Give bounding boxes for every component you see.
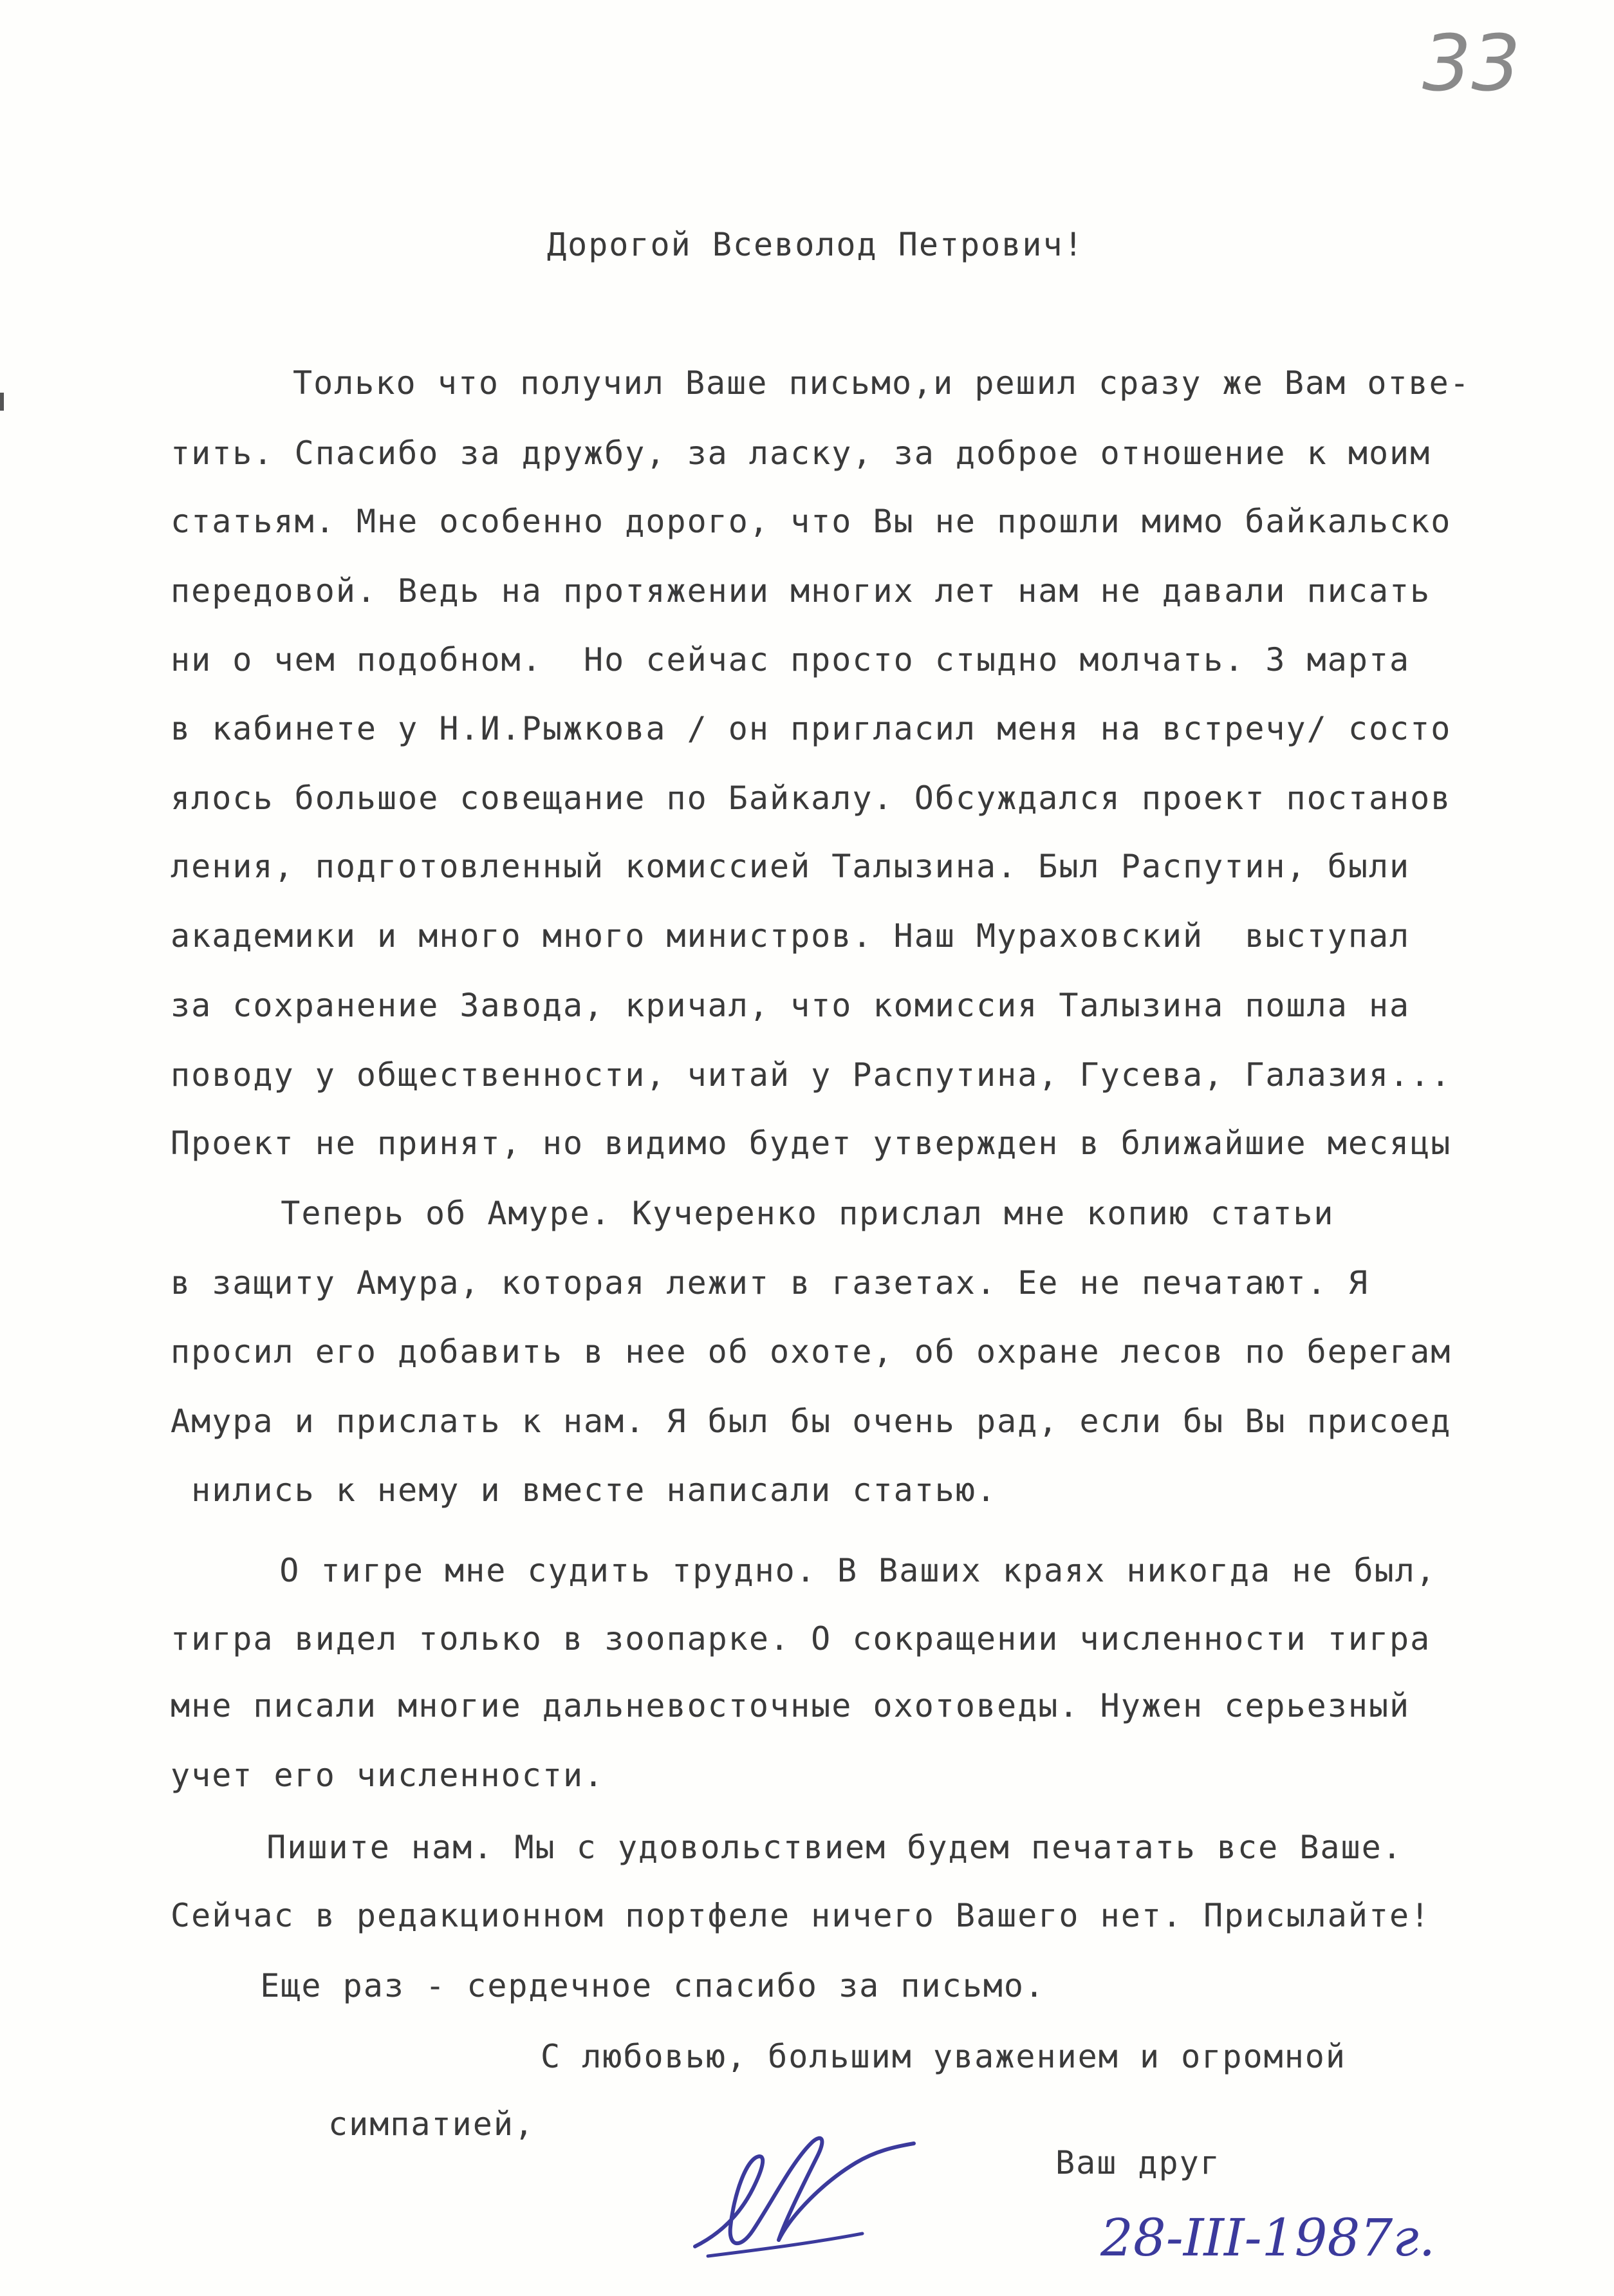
- letter-line: в защиту Амура, которая лежит в газетах. Ее не печатают. Я: [171, 1264, 1369, 1302]
- closing-line: С любовью, большим уважением и огромной: [541, 2038, 1346, 2075]
- letter-line: О тигре мне судить трудно. В Ваших краях никогда не был,: [238, 1552, 1436, 1589]
- letter-line: передовой. Ведь на протяжении многих лет нам не давали писать: [171, 572, 1431, 610]
- letter-line: Сейчас в редакционном портфеле ничего Вашего нет. Присылайте!: [171, 1897, 1431, 1934]
- letter-line: мне писали многие дальневосточные охотоведы. Нужен серьезный: [171, 1687, 1411, 1724]
- letter-line: поводу у общественности, читай у Распутина, Гусева, Галазия...: [171, 1056, 1452, 1094]
- closing-line: Ваш друг: [1055, 2144, 1221, 2181]
- handwritten-date: 28-III-1987г.: [1100, 2208, 1436, 2268]
- letter-line: Пишите нам. Мы с удовольствием будем печатать все Ваше.: [225, 1829, 1403, 1866]
- letter-line: ления, подготовленный комиссией Талызина. Был Распутин, были: [171, 848, 1411, 885]
- letter-line: в кабинете у Н.И.Рыжкова / он пригласил меня на встречу/ состо: [171, 710, 1452, 747]
- letter-line: Еще раз - сердечное спасибо за письмо.: [219, 1967, 1046, 2004]
- letter-line: за сохранение Завода, кричал, что комиссия Талызина пошла на: [171, 987, 1411, 1024]
- letter-line: Амура и прислать к нам. Я был бы очень рад, если бы Вы присоед: [171, 1403, 1452, 1440]
- letter-line: тигра видел только в зоопарке. О сокращении численности тигра: [171, 1620, 1431, 1657]
- letter-line: просил его добавить в нее об охоте, об охране лесов по берегам: [171, 1333, 1452, 1370]
- margin-mark: [0, 393, 4, 411]
- letter-line: академики и много много министров. Наш Мураховский выступал: [171, 917, 1411, 955]
- letter-line: ни о чем подобном. Но сейчас просто стыдно молчать. 3 марта: [171, 641, 1411, 678]
- closing-line: симпатией,: [328, 2105, 535, 2143]
- letter-line: тить. Спасибо за дружбу, за ласку, за доброе отношение к моим: [171, 434, 1431, 472]
- letter-line: ялось большое совещание по Байкалу. Обсуждался проект постанов: [171, 779, 1452, 817]
- signature: [682, 2118, 927, 2272]
- letter-line: статьям. Мне особенно дорого, что Вы не прошли мимо байкальско: [171, 503, 1452, 540]
- salutation: Дорогой Всеволод Петрович!: [547, 226, 1084, 263]
- folio-number: 33: [1422, 19, 1521, 109]
- letter-line: Проект не принят, но видимо будет утвержден в ближайшие месяцы: [171, 1125, 1452, 1162]
- letter-line: Теперь об Амуре. Кучеренко прислал мне копию статьи: [219, 1195, 1335, 1232]
- letter-line: учет его численности.: [171, 1757, 605, 1794]
- letter-line: Только что получил Ваше письмо,и решил сразу же Вам отве-: [293, 364, 1470, 402]
- letter-line: нились к нему и вместе написали статью.: [171, 1471, 997, 1509]
